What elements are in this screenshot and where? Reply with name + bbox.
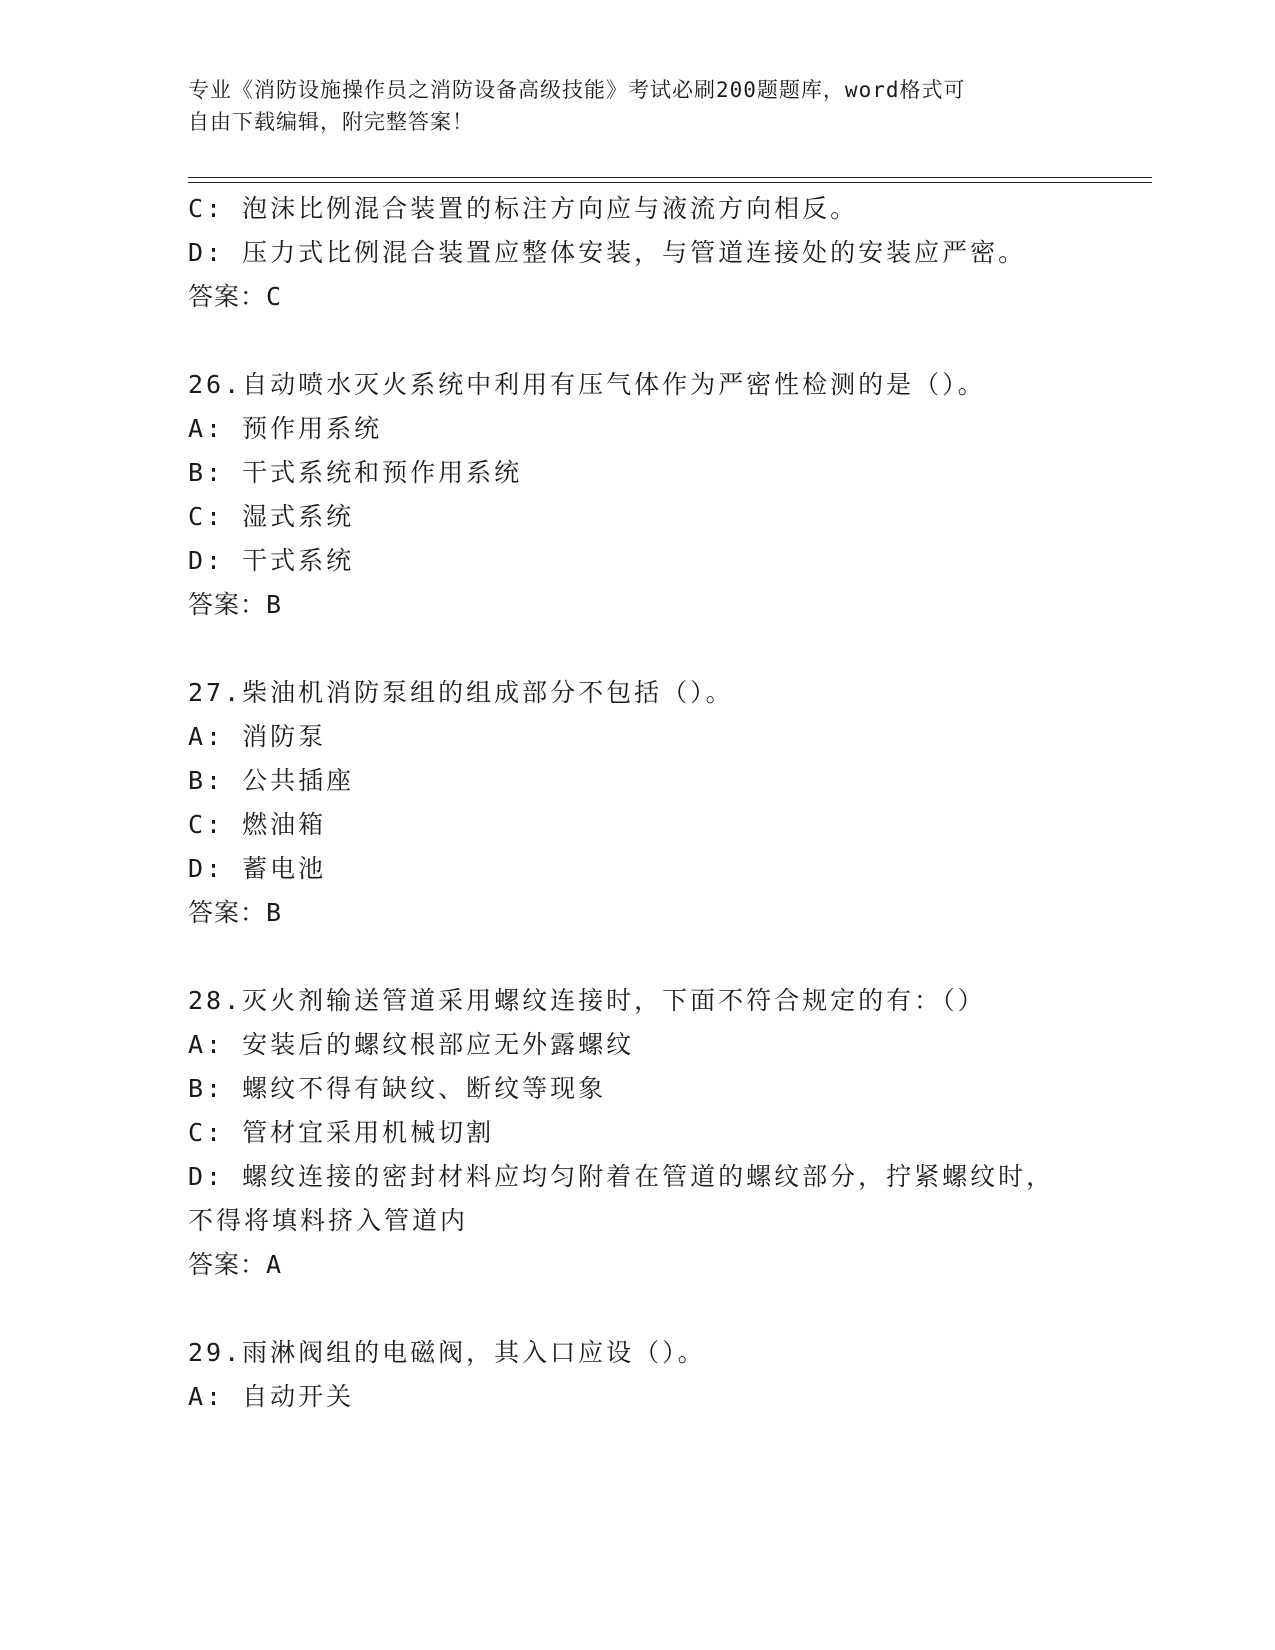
q26-option-a: A: 预作用系统 xyxy=(188,414,383,443)
q28-option-a: A: 安装后的螺纹根部应无外露螺纹 xyxy=(188,1030,635,1059)
q25-answer: 答案：C xyxy=(188,282,283,311)
header-line-2: 自由下载编辑，附完整答案！ xyxy=(188,110,474,134)
header-divider-bottom xyxy=(188,182,1152,183)
q27-option-b: B: 公共插座 xyxy=(188,766,355,795)
header-line-1: 专业《消防设施操作员之消防设备高级技能》考试必刷200题题库，word格式可 xyxy=(188,78,966,102)
q28-option-b: B: 螺纹不得有缺纹、断纹等现象 xyxy=(188,1074,607,1103)
q27-option-c: C: 燃油箱 xyxy=(188,810,327,839)
q28-option-d-line-1: D: 螺纹连接的密封材料应均匀附着在管道的螺纹部分，拧紧螺纹时， xyxy=(188,1162,1055,1191)
q27-answer: 答案：B xyxy=(188,898,283,927)
q26-option-b: B: 干式系统和预作用系统 xyxy=(188,458,523,487)
q26-stem: 26.自动喷水灭火系统中利用有压气体作为严密性检测的是（）。 xyxy=(188,370,986,399)
q26-answer: 答案：B xyxy=(188,590,283,619)
header-divider-top xyxy=(188,177,1152,178)
q29-stem: 29.雨淋阀组的电磁阀，其入口应设（）。 xyxy=(188,1338,706,1367)
q28-option-c: C: 管材宜采用机械切割 xyxy=(188,1118,495,1147)
document-header xyxy=(188,74,1068,138)
q25-option-c: C: 泡沫比例混合装置的标注方向应与液流方向相反。 xyxy=(188,194,859,223)
q28-answer: 答案：A xyxy=(188,1250,283,1279)
q28-stem: 28.灭火剂输送管道采用螺纹连接时，下面不符合规定的有：（） xyxy=(188,986,986,1015)
q25-option-d: D: 压力式比例混合装置应整体安装，与管道连接处的安装应严密。 xyxy=(188,238,1027,267)
q29-option-a: A: 自动开关 xyxy=(188,1382,355,1411)
q27-stem: 27.柴油机消防泵组的组成部分不包括（）。 xyxy=(188,678,734,707)
q27-option-d: D: 蓄电池 xyxy=(188,854,327,883)
q26-option-d: D: 干式系统 xyxy=(188,546,355,575)
q26-option-c: C: 湿式系统 xyxy=(188,502,355,531)
q28-option-d-line-2: 不得将填料挤入管道内 xyxy=(188,1206,469,1235)
q27-option-a: A: 消防泵 xyxy=(188,722,327,751)
